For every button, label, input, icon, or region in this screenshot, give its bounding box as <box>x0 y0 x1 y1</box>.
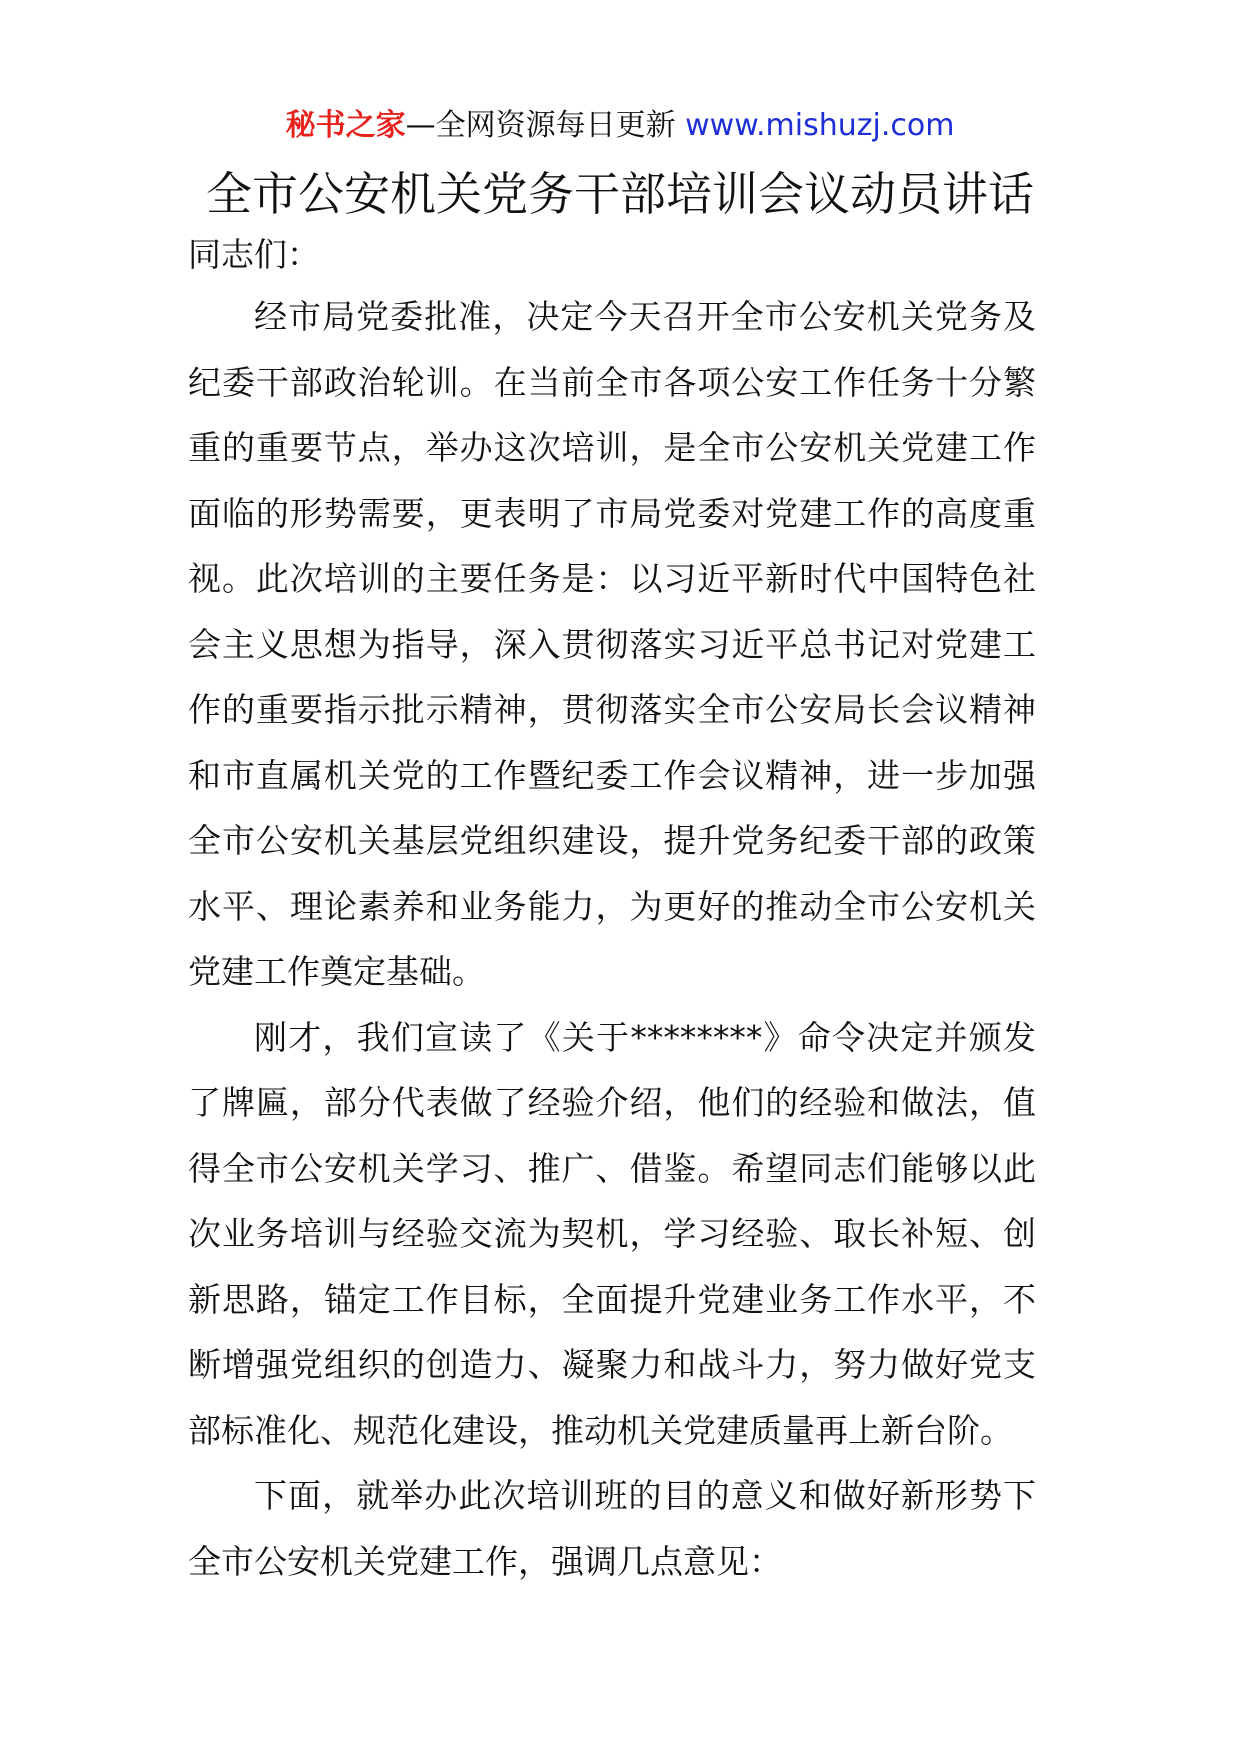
salutation: 同志们： <box>188 235 320 274</box>
header-tagline: —全网资源每日更新 <box>405 108 676 143</box>
brand-name: 秘书之家 <box>285 108 406 143</box>
document-body <box>188 226 1036 1594</box>
document-title: 全市公安机关党务干部培训会议动员讲话 <box>206 167 1034 221</box>
paragraph-2: 刚才，我们宣读了《关于********》命令决定并颁发了牌匾，部分代表做了经验介绍，他们的经验和做法，值得全市公安机关学习、推广、借鉴。希望同志们能够以此次业务培训与经验交流为契机，学习经验、取长补短、创新思路，锚定工作目标，全面提升党建业务工作水平，不断增强党组织的创造力、凝聚力和战斗力，努力做好党支部标准化、规范化建设，推动机关党建质量再上新台阶。 <box>188 1017 1036 1450</box>
paragraph-3: 下面，就举办此次培训班的目的意义和做好新形势下全市公安机关党建工作，强调几点意见： <box>188 1476 1036 1581</box>
site-url-link[interactable]: www.mishuzj.com <box>685 108 955 143</box>
site-header <box>0 104 1240 148</box>
paragraph-1: 经市局党委批准，决定今天召开全市公安机关党务及纪委干部政治轮训。在当前全市各项公安工作任务十分繁重的重要节点，举办这次培训，是全市公安机关党建工作面临的形势需要，更表明了市局党委对党建工作的高度重视。此次培训的主要任务是：以习近平新时代中国特色社会主义思想为指导，深入贯彻落实习近平总书记对党建工作的重要指示批示精神，贯彻落实全市公安局长会议精神和市直属机关党的工作暨纪委工作会议精神，进一步加强全市公安机关基层党组织建设，提升党务纪委干部的政策水平、理论素养和业务能力，为更好的推动全市公安机关党建工作奠定基础。 <box>188 297 1036 991</box>
